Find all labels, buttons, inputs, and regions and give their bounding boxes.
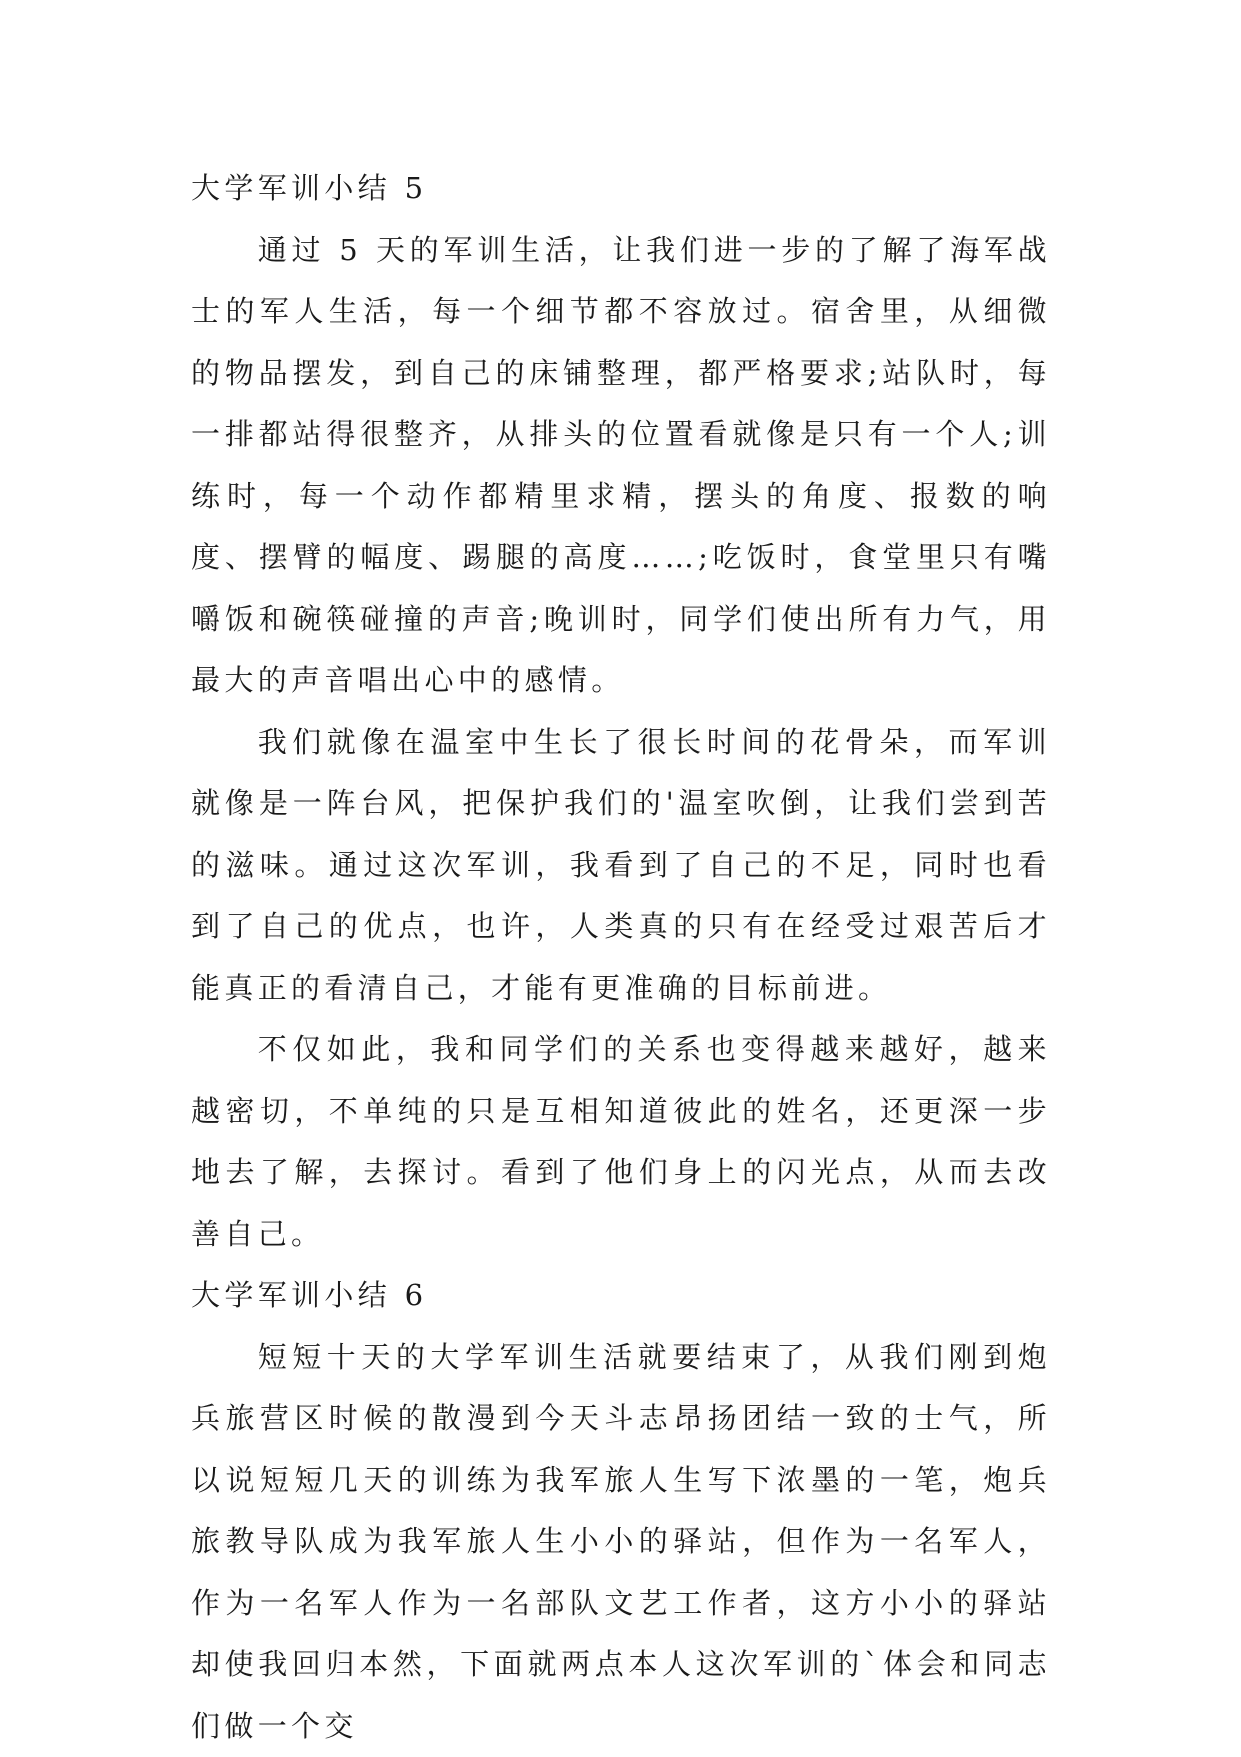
section-heading: 大学军训小结 6 [191,1265,1051,1327]
document-body [191,158,1051,1757]
paragraph: 短短十天的大学军训生活就要结束了，从我们刚到炮兵旅营区时候的散漫到今天斗志昂扬团结一致的士气，所以说短短几天的训练为我军旅人生写下浓墨的一笔，炮兵旅教导队成为我军旅人生小小的驿站，但作为一名军人，作为一名军人作为一名部队文艺工作者，这方小小的驿站却使我回归本然，下面就两点本人这次军训的`体会和同志们做一个交 [191,1327,1051,1757]
paragraph: 通过 5 天的军训生活，让我们进一步的了解了海军战士的军人生活，每一个细节都不容放过。宿舍里，从细微的物品摆发，到自己的床铺整理，都严格要求;站队时，每一排都站得很整齐，从排头的位置看就像是只有一个人;训练时，每一个动作都精里求精，摆头的角度、报数的响度、摆臂的幅度、踢腿的高度……;吃饭时，食堂里只有嘴嚼饭和碗筷碰撞的声音;晚训时，同学们使出所有力气，用最大的声音唱出心中的感情。 [191,220,1051,712]
paragraph: 不仅如此，我和同学们的关系也变得越来越好，越来越密切，不单纯的只是互相知道彼此的姓名，还更深一步地去了解，去探讨。看到了他们身上的闪光点，从而去改善自己。 [191,1019,1051,1265]
section-heading: 大学军训小结 5 [191,158,1051,220]
paragraph: 我们就像在温室中生长了很长时间的花骨朵，而军训就像是一阵台风，把保护我们的'温室吹倒，让我们尝到苦的滋味。通过这次军训，我看到了自己的不足，同时也看到了自己的优点，也许，人类真的只有在经受过艰苦后才能真正的看清自己，才能有更准确的目标前进。 [191,712,1051,1020]
